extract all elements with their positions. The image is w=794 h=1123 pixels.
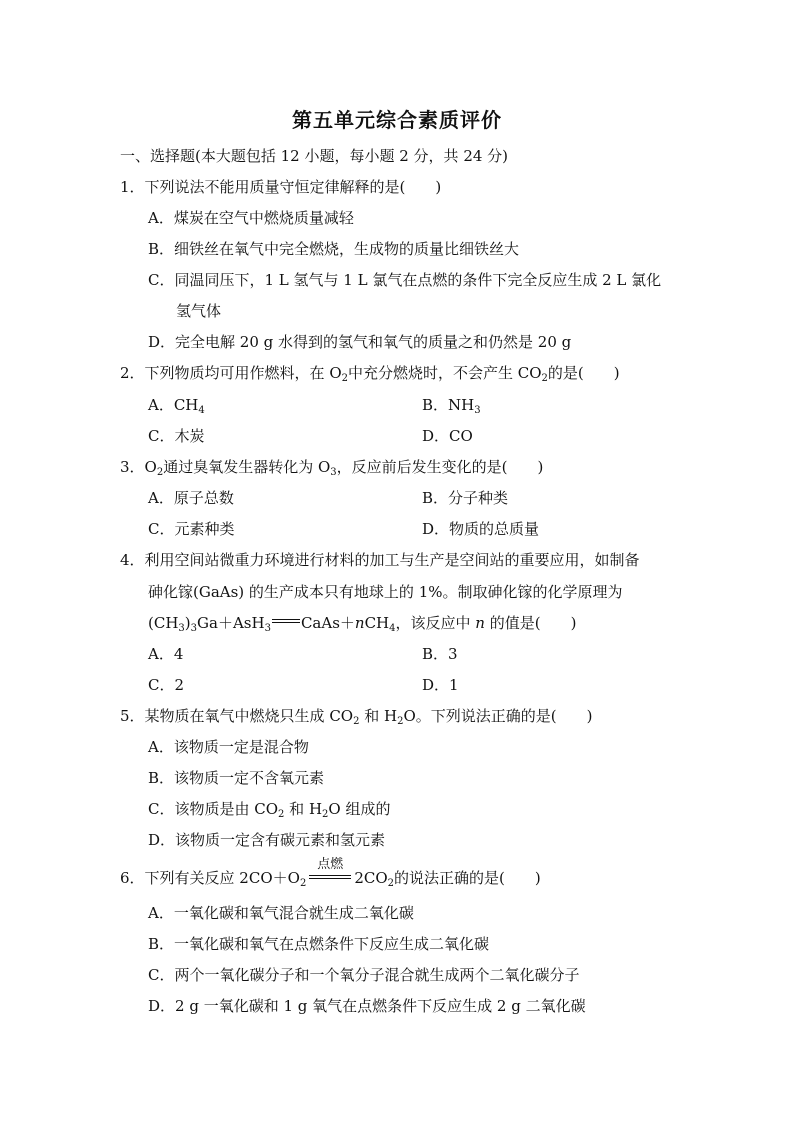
question-3-option-c: C．元素种类 — [148, 520, 235, 538]
question-5-stem: 5．某物质在氧气中燃烧只生成 $CO_2$ 和 $H_2O$。下列说法正确的是( ) — [120, 707, 593, 727]
question-5-option-b: B．该物质一定不含氧元素 — [148, 769, 325, 787]
question-6-option-b: B．一氧化碳和氧气在点燃条件下反应生成二氧化碳 — [148, 935, 490, 953]
question-5-option-a: A．该物质一定是混合物 — [148, 738, 309, 756]
question-4-option-c: C．2 — [148, 676, 185, 694]
question-6-option-d: D．2 g 一氧化碳和 1 g 氧气在点燃条件下反应生成 2 g 二氧化碳 — [148, 997, 586, 1015]
question-5-option-d: D．该物质一定含有碳元素和氢元素 — [148, 831, 386, 849]
question-2-option-d: D．CO — [422, 427, 473, 445]
question-1-option-c: C．同温同压下，1 L 氢气与 1 L 氯气在点燃的条件下完全反应生成 2 L 氯化 — [148, 271, 662, 289]
question-2-stem: 2．下列物质均可用作燃料，在 $O_2$中充分燃烧时，不会产生 $CO_2$的是( ) — [120, 364, 620, 384]
question-1-option-a: A．煤炭在空气中燃烧质量减轻 — [148, 209, 354, 227]
question-3-stem: 3．$O_2$通过臭氧发生器转化为 $O_3$，反应前后发生变化的是( ) — [120, 458, 544, 478]
question-4-stem-line-2: 砷化镓(GaAs) 的生产成本只有地球上的 1%。制取砷化镓的化学原理为 — [148, 583, 623, 601]
question-1-option-d: D．完全电解 20 g 水得到的氢气和氧气的质量之和仍然是 20 g — [148, 333, 572, 351]
question-4-option-a: A．4 — [148, 645, 184, 663]
page-title: 第五单元综合素质评价 — [292, 108, 502, 132]
question-3-option-b: B．分子种类 — [422, 489, 509, 507]
question-6-option-a: A．一氧化碳和氧气混合就生成二氧化碳 — [148, 904, 414, 922]
question-5-option-c: C．该物质是由 $CO_2$ 和 $H_2O$ 组成的 — [148, 800, 391, 820]
reaction-condition-arrow: 点燃 — [307, 867, 353, 885]
question-6-option-c: C．两个一氧化碳分子和一个氧分子混合就生成两个二氧化碳分子 — [148, 966, 580, 984]
question-4-option-b: B．3 — [422, 645, 458, 663]
question-3-option-d: D．物质的总质量 — [422, 520, 540, 538]
question-1-stem: 1．下列说法不能用质量守恒定律解释的是( ) — [120, 178, 442, 196]
section-heading: 一、选择题(本大题包括 12 小题，每小题 2 分，共 24 分) — [120, 147, 509, 165]
question-2-option-b: B．$NH_3$ — [422, 396, 481, 416]
question-3-option-a: A．原子总数 — [148, 489, 234, 507]
equals-sign — [271, 614, 301, 628]
question-4-option-d: D．1 — [422, 676, 459, 694]
question-4-equation-line: $(CH_3)_3Ga+AsH_3$ CaAs＋nCH$_4$，该反应中 n 的值是( ) — [148, 614, 577, 634]
question-1-option-b: B．细铁丝在氧气中完全燃烧，生成物的质量比细铁丝大 — [148, 240, 520, 258]
question-2-option-c: C．木炭 — [148, 427, 205, 445]
question-2-option-a: A．$CH_4$ — [148, 396, 205, 416]
question-4-stem-line-1: 4．利用空间站微重力环境进行材料的加工与生产是空间站的重要应用，如制备 — [120, 551, 640, 569]
question-1-option-c-continued: 氢气体 — [176, 302, 222, 320]
question-6-stem: 6．下列有关反应 $2CO+O_2$ 点燃 $2CO_2$的说法正确的是( ) — [120, 857, 541, 889]
